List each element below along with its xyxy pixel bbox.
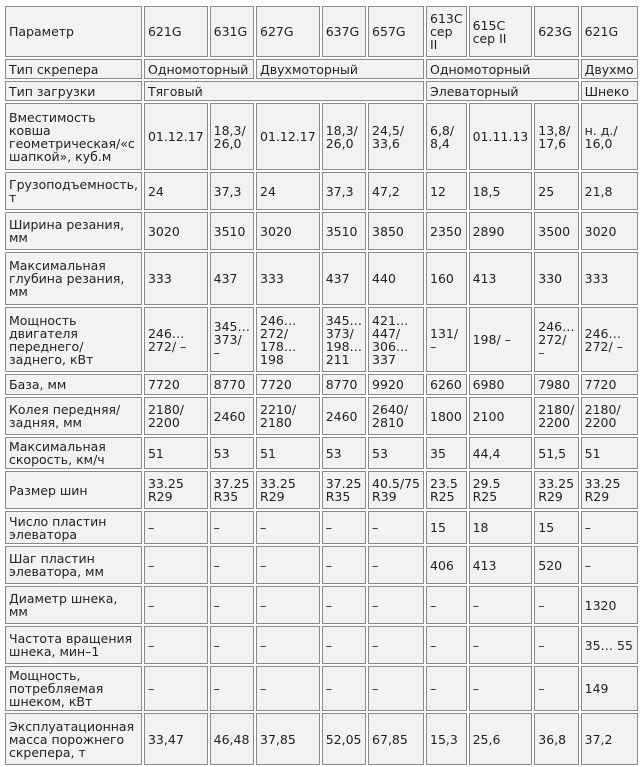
value-cell: – — [322, 546, 366, 584]
table-row — [5, 666, 638, 711]
value-cell: – — [144, 586, 208, 624]
row-label-cell: Размер шин — [5, 471, 142, 509]
value-cell: 2460 — [322, 397, 366, 435]
row-label-cell: Вместимость ковша геометрическая/«с шапкой», куб.м — [5, 103, 142, 170]
value-cell: 24,5/ 33,6 — [368, 103, 424, 170]
value-cell: 2180/ 2200 — [534, 397, 578, 435]
value-cell: – — [534, 666, 578, 711]
value-cell: – — [322, 586, 366, 624]
value-cell: 3020 — [144, 212, 208, 250]
value-cell: – — [368, 626, 424, 664]
value-cell: 67,85 — [368, 713, 424, 765]
table-header-row — [5, 6, 638, 57]
value-cell: 35… 55 — [581, 626, 638, 664]
value-cell: 2100 — [469, 397, 533, 435]
value-cell: 246… 272/ 178… 198 — [256, 307, 320, 372]
value-cell: 2890 — [469, 212, 533, 250]
value-cell: – — [144, 511, 208, 544]
value-cell: 01.12.17 — [144, 103, 208, 170]
value-cell: 33.25 R29 — [256, 471, 320, 509]
value-cell: 37,2 — [581, 713, 638, 765]
row-label-cell: Мощность, потребляемая шнеком, кВт — [5, 666, 142, 711]
value-cell: 18,3/ 26,0 — [322, 103, 366, 170]
value-cell: 3850 — [368, 212, 424, 250]
value-cell: 440 — [368, 252, 424, 305]
row-label-cell: Грузоподъемность, т — [5, 172, 142, 210]
value-cell: 37.25 R35 — [322, 471, 366, 509]
value-cell: 6260 — [426, 374, 467, 395]
value-cell: 2180/ 2200 — [581, 397, 638, 435]
value-cell: 198/ – — [469, 307, 533, 372]
value-cell: 246… 272/ – — [534, 307, 578, 372]
value-cell: – — [426, 626, 467, 664]
table-row — [5, 59, 638, 79]
row-label-cell: Эксплуатационная масса порожнего скрепера, т — [5, 713, 142, 765]
value-cell: 2350 — [426, 212, 467, 250]
row-label-cell: Частота вращения шнека, мин–1 — [5, 626, 142, 664]
value-cell: – — [144, 666, 208, 711]
value-cell: 7720 — [581, 374, 638, 395]
value-cell: 421… 447/ 306… 337 — [368, 307, 424, 372]
table-row — [5, 307, 638, 372]
row-label-cell: Тип скрепера — [5, 59, 142, 79]
value-cell: 1320 — [581, 586, 638, 624]
value-cell: 437 — [210, 252, 254, 305]
table-row — [5, 586, 638, 624]
value-cell: 53 — [368, 437, 424, 469]
value-cell: 46,48 — [210, 713, 254, 765]
value-cell: – — [322, 626, 366, 664]
value-cell: 6,8/ 8,4 — [426, 103, 467, 170]
value-cell: 53 — [322, 437, 366, 469]
value-cell: – — [469, 666, 533, 711]
value-cell: 51 — [581, 437, 638, 469]
value-cell: 3510 — [210, 212, 254, 250]
value-cell: 149 — [581, 666, 638, 711]
value-cell: 37,3 — [210, 172, 254, 210]
value-cell: 33.25 R29 — [144, 471, 208, 509]
table-row — [5, 713, 638, 765]
value-cell: 246… 272/ – — [144, 307, 208, 372]
value-cell: 15,3 — [426, 713, 467, 765]
value-cell: 3020 — [581, 212, 638, 250]
value-cell: – — [368, 546, 424, 584]
value-cell: Тяговый — [144, 81, 424, 101]
value-cell: 8770 — [322, 374, 366, 395]
value-cell: 9920 — [368, 374, 424, 395]
value-cell: 13,8/ 17,6 — [534, 103, 578, 170]
value-cell: 3500 — [534, 212, 578, 250]
row-label-cell: Мощность двигателя переднего/ заднего, кВт — [5, 307, 142, 372]
row-label-cell: Максимальная скорость, км/ч — [5, 437, 142, 469]
value-cell: 01.11.13 — [469, 103, 533, 170]
value-cell: 131/ – — [426, 307, 467, 372]
table-row — [5, 103, 638, 170]
value-cell: 51 — [144, 437, 208, 469]
value-cell: 40.5/75 R39 — [368, 471, 424, 509]
header-cell-model: 621G — [581, 6, 638, 57]
value-cell: 18,5 — [469, 172, 533, 210]
value-cell: 21,8 — [581, 172, 638, 210]
row-label-cell: Число пластин элеватора — [5, 511, 142, 544]
header-cell-model: 621G — [144, 6, 208, 57]
value-cell: 01.12.17 — [256, 103, 320, 170]
header-cell-model: 631G — [210, 6, 254, 57]
table-row — [5, 471, 638, 509]
value-cell: – — [534, 586, 578, 624]
value-cell: 437 — [322, 252, 366, 305]
value-cell: 51,5 — [534, 437, 578, 469]
value-cell: 7720 — [256, 374, 320, 395]
value-cell: 25 — [534, 172, 578, 210]
value-cell: 18 — [469, 511, 533, 544]
table-row — [5, 626, 638, 664]
value-cell: 413 — [469, 546, 533, 584]
value-cell: 35 — [426, 437, 467, 469]
table-row — [5, 546, 638, 584]
value-cell: 33.25 R29 — [534, 471, 578, 509]
value-cell: – — [144, 626, 208, 664]
row-label-cell: Шаг пластин элеватора, мм — [5, 546, 142, 584]
table-row — [5, 81, 638, 101]
value-cell: 333 — [256, 252, 320, 305]
value-cell: Шнеко — [581, 81, 638, 101]
value-cell: 15 — [426, 511, 467, 544]
value-cell: 246… 272/ – — [581, 307, 638, 372]
value-cell: – — [144, 546, 208, 584]
row-label-cell: Тип загрузки — [5, 81, 142, 101]
value-cell: 3510 — [322, 212, 366, 250]
value-cell: 2180/ 2200 — [144, 397, 208, 435]
value-cell: 520 — [534, 546, 578, 584]
value-cell: 8770 — [210, 374, 254, 395]
value-cell: – — [368, 586, 424, 624]
header-cell-model: 615C сер II — [469, 6, 533, 57]
value-cell: – — [534, 626, 578, 664]
value-cell: – — [322, 511, 366, 544]
value-cell: – — [426, 586, 467, 624]
value-cell: 44,4 — [469, 437, 533, 469]
value-cell: 36,8 — [534, 713, 578, 765]
table-row — [5, 374, 638, 395]
value-cell: 2460 — [210, 397, 254, 435]
value-cell: 6980 — [469, 374, 533, 395]
value-cell: Двухмо — [581, 59, 638, 79]
row-label-cell: Колея передняя/ задняя, мм — [5, 397, 142, 435]
header-cell-model: 637G — [322, 6, 366, 57]
value-cell: 406 — [426, 546, 467, 584]
row-label-cell: Ширина резания, мм — [5, 212, 142, 250]
value-cell: 413 — [469, 252, 533, 305]
value-cell: 330 — [534, 252, 578, 305]
value-cell: 3020 — [256, 212, 320, 250]
table-row — [5, 212, 638, 250]
table-row — [5, 437, 638, 469]
header-cell-parameter: Параметр — [5, 6, 142, 57]
value-cell: – — [256, 626, 320, 664]
value-cell: Одномоторный — [144, 59, 254, 79]
value-cell: – — [210, 511, 254, 544]
header-cell-model: 657G — [368, 6, 424, 57]
value-cell: 47,2 — [368, 172, 424, 210]
value-cell: 18,3/ 26,0 — [210, 103, 254, 170]
value-cell: Двухмоторный — [256, 59, 424, 79]
value-cell: – — [256, 546, 320, 584]
value-cell: 333 — [581, 252, 638, 305]
value-cell: – — [210, 626, 254, 664]
scraper-spec-table — [3, 4, 640, 767]
table-row — [5, 252, 638, 305]
value-cell: – — [469, 586, 533, 624]
value-cell: 37,85 — [256, 713, 320, 765]
value-cell: 52,05 — [322, 713, 366, 765]
value-cell: – — [322, 666, 366, 711]
value-cell: 2640/ 2810 — [368, 397, 424, 435]
value-cell: 2210/ 2180 — [256, 397, 320, 435]
header-cell-model: 627G — [256, 6, 320, 57]
value-cell: Одномоторный — [426, 59, 579, 79]
table-row — [5, 172, 638, 210]
value-cell: 23.5 R25 — [426, 471, 467, 509]
value-cell: 24 — [256, 172, 320, 210]
value-cell: 24 — [144, 172, 208, 210]
table-row — [5, 397, 638, 435]
header-cell-model: 613C сер II — [426, 6, 467, 57]
value-cell: 37.25 R35 — [210, 471, 254, 509]
value-cell: 25,6 — [469, 713, 533, 765]
value-cell: 345… 373/ – — [210, 307, 254, 372]
header-cell-model: 623G — [534, 6, 578, 57]
value-cell: 160 — [426, 252, 467, 305]
value-cell: 33,47 — [144, 713, 208, 765]
value-cell: 333 — [144, 252, 208, 305]
spec-table-wrapper — [3, 4, 640, 767]
value-cell: 37,3 — [322, 172, 366, 210]
value-cell: 7980 — [534, 374, 578, 395]
value-cell: – — [256, 666, 320, 711]
value-cell: 345… 373/ 198… 211 — [322, 307, 366, 372]
value-cell: 15 — [534, 511, 578, 544]
value-cell: – — [581, 511, 638, 544]
row-label-cell: Диаметр шнека, мм — [5, 586, 142, 624]
value-cell: – — [469, 626, 533, 664]
value-cell: – — [256, 511, 320, 544]
value-cell: 1800 — [426, 397, 467, 435]
value-cell: – — [210, 546, 254, 584]
value-cell: – — [210, 586, 254, 624]
table-row — [5, 511, 638, 544]
value-cell: 51 — [256, 437, 320, 469]
value-cell: – — [368, 666, 424, 711]
value-cell: – — [426, 666, 467, 711]
value-cell: 12 — [426, 172, 467, 210]
row-label-cell: Максимальная глубина резания, мм — [5, 252, 142, 305]
value-cell: – — [256, 586, 320, 624]
value-cell: – — [581, 546, 638, 584]
value-cell: Элеваторный — [426, 81, 579, 101]
value-cell: 53 — [210, 437, 254, 469]
value-cell: 7720 — [144, 374, 208, 395]
value-cell: н. д./ 16,0 — [581, 103, 638, 170]
value-cell: 29.5 R25 — [469, 471, 533, 509]
value-cell: 33.25 R29 — [581, 471, 638, 509]
value-cell: – — [210, 666, 254, 711]
row-label-cell: База, мм — [5, 374, 142, 395]
value-cell: – — [368, 511, 424, 544]
